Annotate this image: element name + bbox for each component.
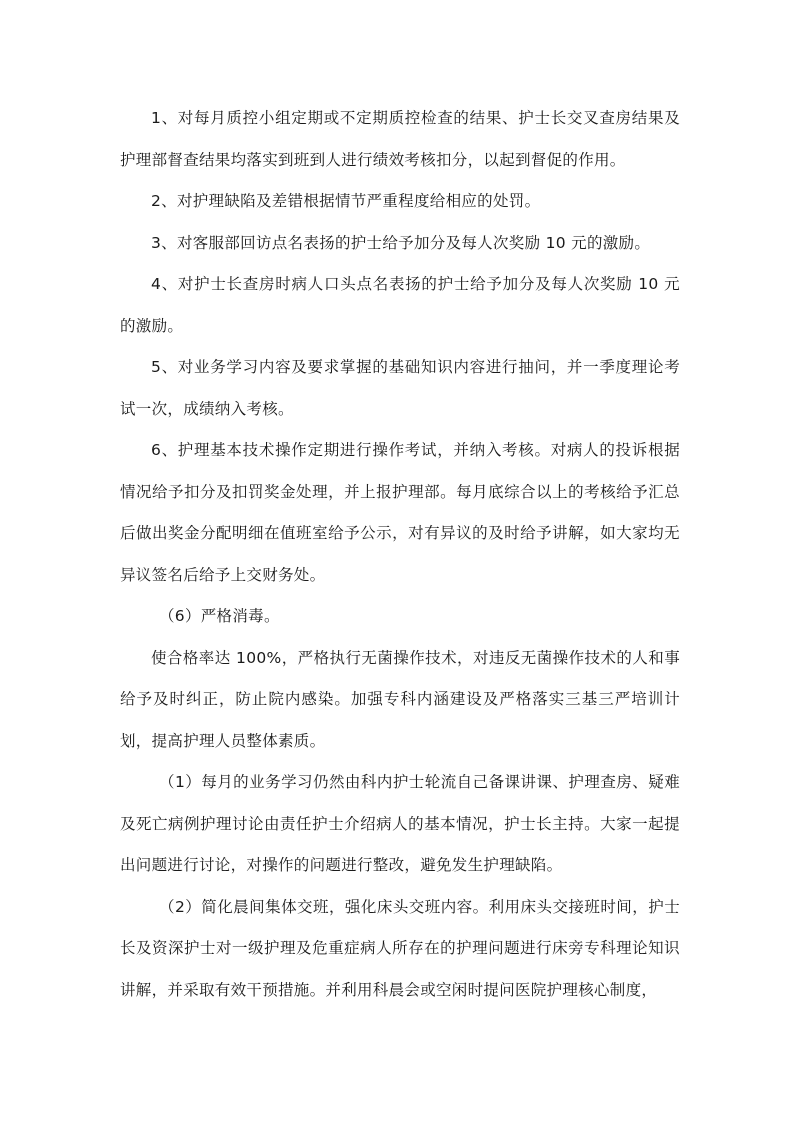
paragraph-subitem-1: （1）每月的业务学习仍然由科内护士轮流自己备课讲课、护理查房、疑难及死亡病例护理讨论由责任护士介绍病人的基本情况，护士长主持。大家一起提出问题进行讨论，对操作的问题进行整改，避免发生护理缺陷。: [120, 773, 680, 874]
paragraph-item-5: 5、对业务学习内容及要求掌握的基础知识内容进行抽问，并一季度理论考试一次，成绩纳入考核。: [120, 358, 680, 418]
paragraph-subitem-2: （2）简化晨间集体交班，强化床头交班内容。利用床头交接班时间，护士长及资深护士对一级护理及危重症病人所存在的护理问题进行床旁专科理论知识讲解，并采取有效干预措施。并利用科晨会或空闲时提问医院护理核心制度，: [120, 897, 680, 999]
paragraph-item-6: 6、护理基本技术操作定期进行操作考试，并纳入考核。对病人的投诉根据情况给予扣分及扣罚奖金处理，并上报护理部。每月底综合以上的考核给予汇总后做出奖金分配明细在值班室给予公示，对有异议的及时给予讲解，如大家均无异议签名后给予上交财务处。: [120, 441, 680, 584]
paragraph-item-1: 1、对每月质控小组定期或不定期质控检查的结果、护士长交叉查房结果及护理部督查结果均落实到班到人进行绩效考核扣分，以起到督促的作用。: [120, 109, 680, 169]
section-heading-disinfection: （6）严格消毒。: [159, 607, 280, 625]
paragraph-item-2: 2、对护理缺陷及差错根据情节严重程度给相应的处罚。: [151, 192, 541, 210]
paragraph-item-3: 3、对客服部回访点名表扬的护士给予加分及每人次奖励 10 元的激励。: [151, 233, 651, 252]
paragraph-item-4: 4、对护士长查房时病人口头点名表扬的护士给予加分及每人次奖励 10 元的激励。: [120, 275, 680, 335]
paragraph-disinfection-body: 使合格率达 100%，严格执行无菌操作技术，对违反无菌操作技术的人和事给予及时纠正，防止院内感染。加强专科内涵建设及严格落实三基三严培训计划，提高护理人员整体素质。: [120, 648, 680, 750]
document-page: [120, 98, 680, 1011]
